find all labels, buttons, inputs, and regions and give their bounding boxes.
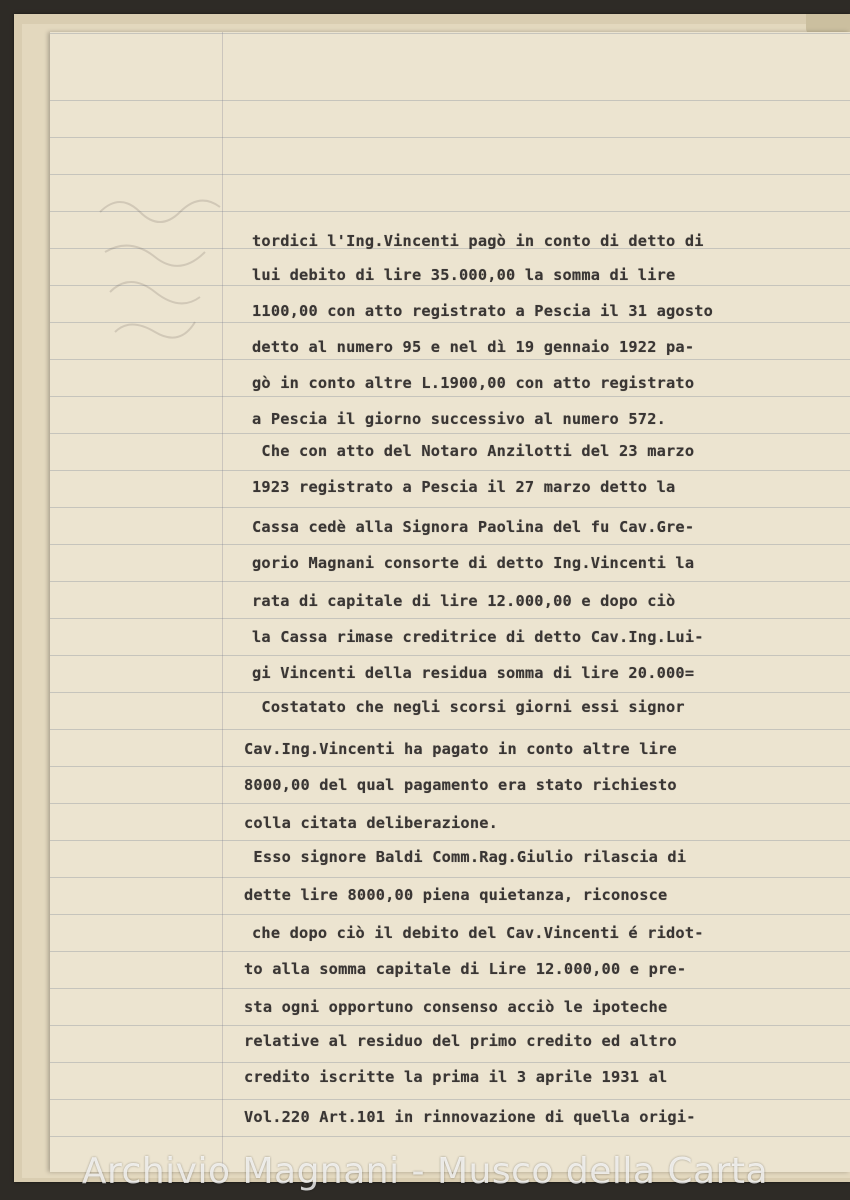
text-line: relative al residuo del primo credito ed altro (244, 1032, 677, 1050)
document-page (50, 32, 850, 1172)
text-line: dette lire 8000,00 piena quietanza, riconosce (244, 886, 668, 904)
text-line: to alla somma capitale di Lire 12.000,00 e pre- (244, 960, 687, 978)
text-line: che dopo ciò il debito del Cav.Vincenti é ridot- (252, 924, 704, 942)
text-line: detto al numero 95 e nel dì 19 gennaio 1922 pa- (252, 338, 695, 356)
text-line: gò in conto altre L.1900,00 con atto registrato (252, 374, 695, 392)
text-line: lui debito di lire 35.000,00 la somma di lire (252, 266, 676, 284)
text-line: Vol.220 Art.101 in rinnovazione di quella origi- (244, 1108, 696, 1126)
text-line: tordici l'Ing.Vincenti pagò in conto di detto di (252, 232, 704, 250)
text-line: Costatato che negli scorsi giorni essi signor (252, 698, 685, 716)
text-line: Cav.Ing.Vincenti ha pagato in conto altre lire (244, 740, 677, 758)
archive-watermark: Archivio Magnani - Musco della Carta (81, 1151, 769, 1192)
text-line: a Pescia il giorno successivo al numero 572. (252, 410, 667, 428)
text-line: gorio Magnani consorte di detto Ing.Vincenti la (252, 554, 695, 572)
text-line: 1923 registrato a Pescia il 27 marzo detto la (252, 478, 676, 496)
text-line: Esso signore Baldi Comm.Rag.Giulio rilascia di (244, 848, 687, 866)
text-line: credito iscritte la prima il 3 aprile 1931 al (244, 1068, 668, 1086)
text-line: gi Vincenti della residua somma di lire 20.000= (252, 664, 695, 682)
text-line: Cassa cedè alla Signora Paolina del fu Cav.Gre- (252, 518, 695, 536)
bleed-through-handwriting (90, 182, 240, 402)
text-line: colla citata deliberazione. (244, 814, 499, 832)
text-line: Che con atto del Notaro Anzilotti del 23 marzo (252, 442, 695, 460)
text-line: 1100,00 con atto registrato a Pescia il 31 agosto (252, 302, 714, 320)
text-line: la Cassa rimase creditrice di detto Cav.Ing.Lui- (252, 628, 704, 646)
text-line: 8000,00 del qual pagamento era stato richiesto (244, 776, 677, 794)
text-line: sta ogni opportuno consenso acciò le ipoteche (244, 998, 668, 1016)
text-line: rata di capitale di lire 12.000,00 e dopo ciò (252, 592, 676, 610)
